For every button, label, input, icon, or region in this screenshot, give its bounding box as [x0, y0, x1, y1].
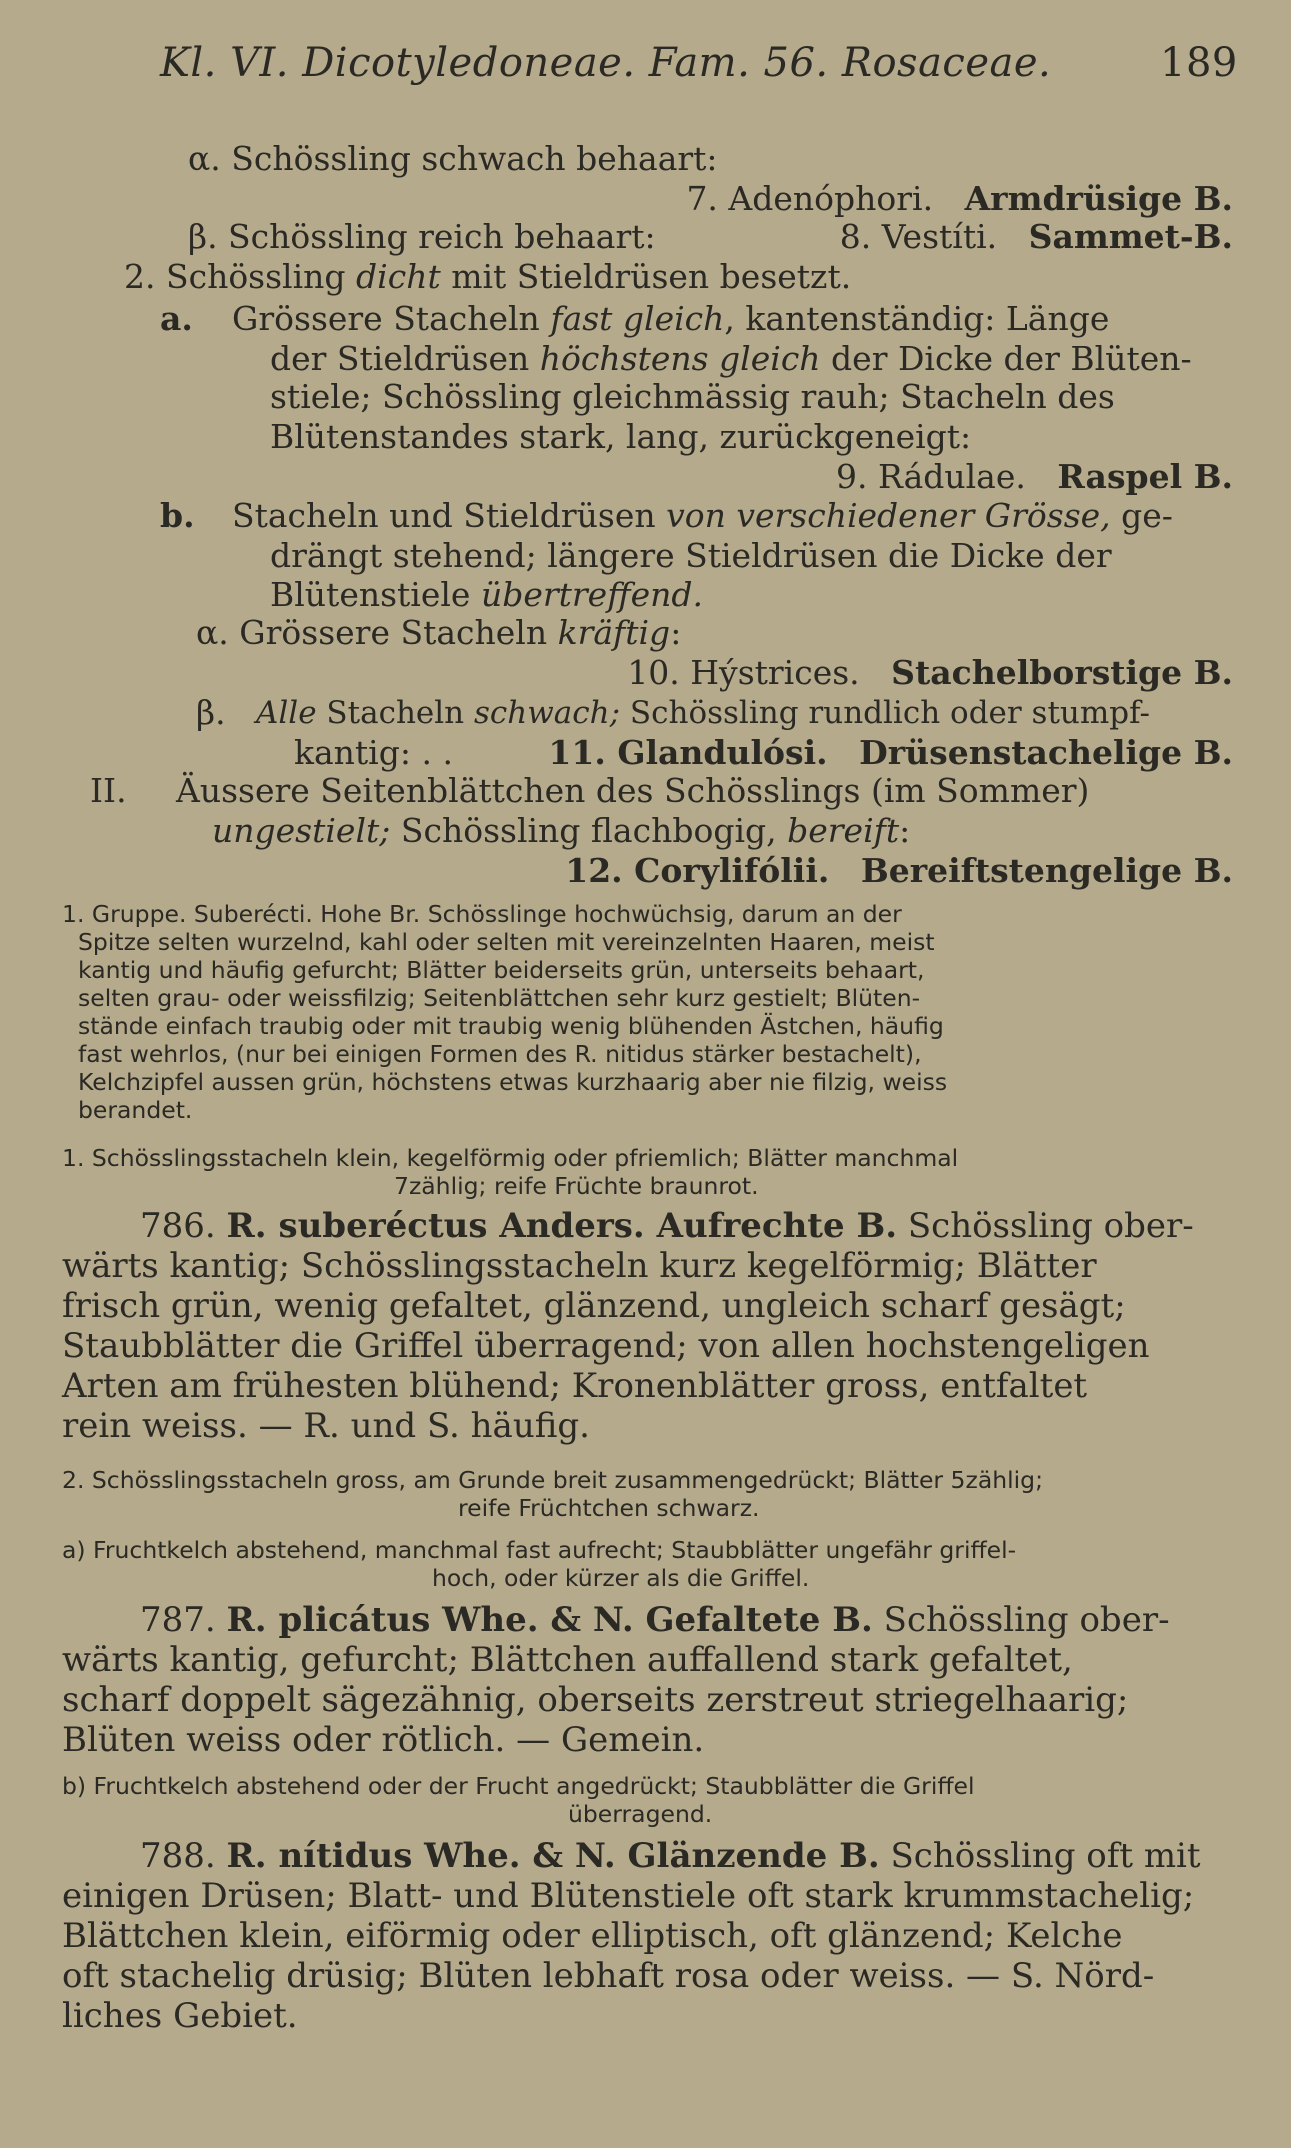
species-name: R. suberéctus Anders. Aufrechte B.: [226, 1206, 898, 1246]
species-text-line: Staubblätter die Griffel überragend; von allen hochstengeligen: [62, 1326, 1150, 1366]
group-name: 11. Glandulósi.: [548, 733, 828, 772]
group-german-name: Raspel B.: [1057, 457, 1233, 496]
group-name: 8. Vestíti.: [839, 217, 998, 256]
key-line: ungestielt; Schössling flachbogig, bereift:: [212, 811, 911, 850]
group-description-line: selten grau- oder weissfilzig; Seitenblättchen sehr kurz gestielt; Blüten-: [78, 984, 921, 1012]
species-text-line: Arten am frühesten blühend; Kronenblätter gross, entfaltet: [62, 1366, 1088, 1406]
note-line: überragend.: [568, 1800, 713, 1828]
species-text-line: frisch grün, wenig gefaltet, glänzend, ungleich scharf gesägt;: [62, 1286, 1126, 1326]
key-mark: β.: [196, 693, 226, 732]
group-name: 12. Corylifólii.: [565, 851, 830, 890]
species-entry-788: 788. R. nítidus Whe. & N. Glänzende B. Schössling oft mit: [140, 1836, 1201, 1876]
note-line: reife Früchtchen schwarz.: [458, 1494, 760, 1522]
key-line: [840, 218, 1233, 256]
group-name: 9. Rádulae.: [836, 457, 1026, 496]
note-line: b) Fruchtkelch abstehend oder der Frucht angedrückt; Staubblätter die Griffel: [62, 1772, 975, 1800]
group-description-line: fast wehrlos, (nur bei einigen Formen des R. nitidus stärker bestachelt),: [78, 1040, 922, 1068]
group-german-name: Stachelborstige B.: [891, 653, 1233, 692]
key-line: [627, 654, 1233, 692]
group-description-line: stände einfach traubig oder mit traubig wenig blühenden Ästchen, häufig: [78, 1012, 944, 1040]
group-german-name: Armdrüsige B.: [964, 179, 1233, 218]
species-name: R. nítidus Whe. & N. Glänzende B.: [226, 1836, 880, 1876]
note-line: a) Fruchtkelch abstehend, manchmal fast aufrecht; Staubblätter ungefähr griffel-: [62, 1536, 1017, 1564]
group-german-name: Bereiftstengelige B.: [860, 851, 1233, 890]
species-text-line: Blättchen klein, eiförmig oder elliptisch, oft glänzend; Kelche: [62, 1916, 1123, 1956]
group-german-name: Sammet-B.: [1028, 217, 1233, 256]
key-line: Grössere Stacheln fast gleich, kantenständig: Länge: [232, 299, 1110, 338]
key-line: [548, 734, 1233, 772]
species-text-line: wärts kantig, gefurcht; Blättchen auffallend stark gefaltet,: [62, 1640, 1073, 1680]
group-name: 7. Adenóphori.: [686, 179, 934, 218]
key-mark: II.: [90, 771, 127, 810]
group-description-line: berandet.: [78, 1096, 193, 1124]
species-text-line: rein weiss. — R. und S. häufig.: [62, 1406, 590, 1446]
species-text-line: wärts kantig; Schösslingsstacheln kurz kegelförmig; Blätter: [62, 1246, 1097, 1286]
group-german-name: Drüsenstachelige B.: [859, 733, 1233, 772]
key-line: drängt stehend; längere Stieldrüsen die Dicke der: [270, 536, 1112, 575]
note-line: hoch, oder kürzer als die Griffel.: [432, 1564, 810, 1592]
key-line: [565, 852, 1233, 890]
species-text-line: einigen Drüsen; Blatt- und Blütenstiele oft stark krummstachelig;: [62, 1876, 1195, 1916]
group-description-line: Kelchzipfel aussen grün, höchstens etwas kurzhaarig aber nie filzig, weiss: [78, 1068, 948, 1096]
species-entry-786: 786. R. suberéctus Anders. Aufrechte B. Schössling ober-: [140, 1206, 1194, 1246]
key-line: stiele; Schössling gleichmässig rauh; Stacheln des: [270, 377, 1115, 416]
note-line: 2. Schösslingsstacheln gross, am Grunde breit zusammengedrückt; Blätter 5zählig;: [62, 1466, 1044, 1494]
key-mark: b.: [160, 496, 195, 535]
note-line: 1. Schösslingsstacheln klein, kegelförmig oder pfriemlich; Blätter manchmal: [62, 1144, 959, 1172]
species-text-line: scharf doppelt sägezähnig, oberseits zerstreut striegelhaarig;: [62, 1680, 1129, 1720]
running-header: Kl. VI. Dicotyledoneae. Fam. 56. Rosaceae.: [160, 40, 1052, 86]
species-name: R. plicátus Whe. & N. Gefaltete B.: [226, 1600, 873, 1640]
species-text-line: oft stachelig drüsig; Blüten lebhaft rosa oder weiss. — S. Nörd-: [62, 1956, 1155, 1996]
group-description-line: Spitze selten wurzelnd, kahl oder selten mit vereinzelnten Haaren, meist: [78, 928, 935, 956]
key-line: β. Schössling reich behaart:: [188, 217, 656, 256]
key-line: der Stieldrüsen höchstens gleich der Dicke der Blüten-: [270, 339, 1192, 378]
group-description-line: 1. Gruppe. Suberécti. Hohe Br. Schösslinge hochwüchsig, darum an der: [62, 900, 902, 928]
key-line: Alle Stacheln schwach; Schössling rundlich oder stumpf-: [256, 695, 1150, 731]
species-text-line: Blüten weiss oder rötlich. — Gemein.: [62, 1720, 705, 1760]
group-description-line: kantig und häufig gefurcht; Blätter beiderseits grün, unterseits behaart,: [78, 956, 925, 984]
key-line: Stacheln und Stieldrüsen von verschiedener Grösse, ge-: [232, 496, 1173, 535]
key-line: [836, 458, 1233, 496]
key-line: kantig: . .: [294, 733, 453, 772]
key-line: 2. Schössling dicht mit Stieldrüsen besetzt.: [124, 257, 852, 296]
key-line: [686, 180, 1233, 218]
page-number: 189: [1160, 40, 1238, 86]
species-entry-787: 787. R. plicátus Whe. & N. Gefaltete B. Schössling ober-: [140, 1600, 1170, 1640]
key-line: Blütenstandes stark, lang, zurückgeneigt:: [270, 417, 972, 456]
note-line: 7zählig; reife Früchte braunrot.: [394, 1172, 759, 1200]
group-name: 10. Hýstrices.: [627, 653, 860, 692]
key-line: Äussere Seitenblättchen des Schösslings (im Sommer): [176, 771, 1090, 810]
key-mark: a.: [160, 299, 193, 338]
key-line: Blütenstiele übertreffend.: [270, 575, 703, 614]
key-line: α. Grössere Stacheln kräftig:: [196, 613, 682, 652]
species-text-line: liches Gebiet.: [62, 1996, 298, 2036]
key-line: α. Schössling schwach behaart:: [188, 139, 718, 178]
